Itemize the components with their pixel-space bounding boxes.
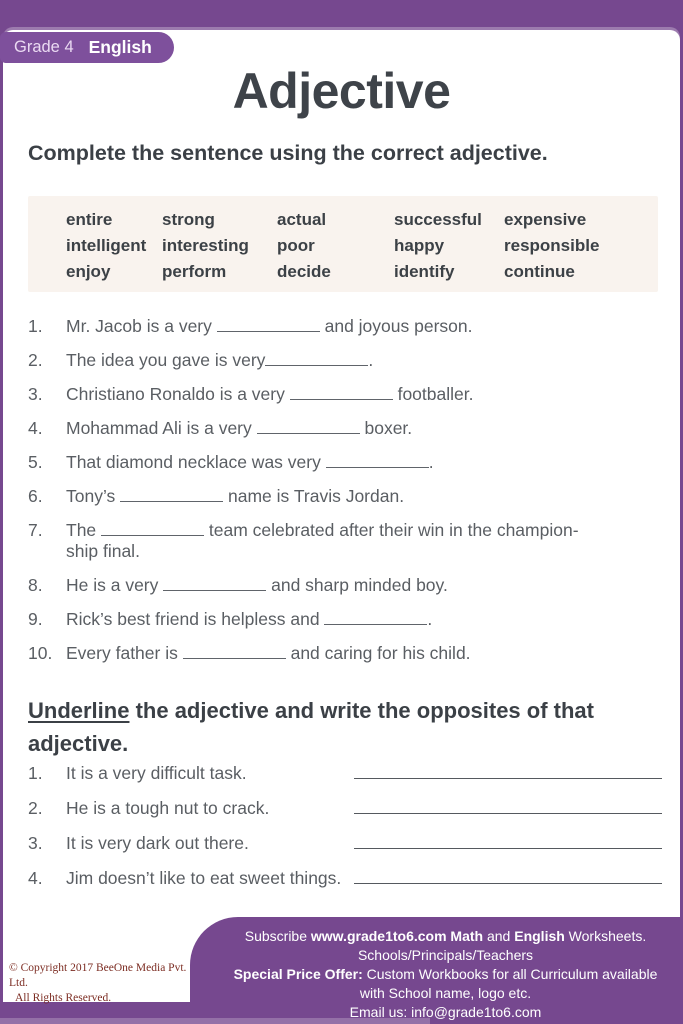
exercise1-instruction: Complete the sentence using the correct adjective. bbox=[28, 141, 548, 165]
sentence-item bbox=[28, 609, 662, 630]
sentence-text: It is a very difficult task. bbox=[66, 763, 247, 783]
website-url: www.grade1to6.com Math bbox=[310, 928, 484, 944]
exercise2-instruction: Underline the adjective and write the opposites of that adjective. bbox=[28, 698, 594, 756]
item-number: 2. bbox=[28, 350, 43, 370]
sentence-item bbox=[28, 350, 662, 371]
sentence-text: The idea you gave is very . bbox=[66, 350, 374, 370]
fill-in-blank bbox=[120, 489, 223, 502]
opposite-item bbox=[28, 868, 662, 889]
sentence-text: He is a very and sharp minded boy. bbox=[66, 575, 448, 595]
sentence-text: Tony’s name is Travis Jordan. bbox=[66, 486, 405, 506]
sentence-text: Every father is and caring for his child. bbox=[66, 643, 471, 663]
item-number: 4. bbox=[28, 868, 43, 888]
sentence-text: He is a tough nut to crack. bbox=[66, 798, 270, 818]
sentence-item bbox=[28, 452, 662, 473]
page-title: Adjective bbox=[232, 63, 451, 119]
item-number: 4. bbox=[28, 418, 43, 438]
answer-line bbox=[354, 798, 662, 814]
footer-line-offer2: with School name, logo etc. bbox=[359, 985, 532, 1001]
word-bank-word: perform bbox=[162, 262, 227, 281]
word-bank-word: interesting bbox=[162, 236, 249, 255]
answer-line bbox=[354, 833, 662, 849]
bottom-edge-strip bbox=[0, 1018, 430, 1024]
word-bank-word: expensive bbox=[504, 210, 587, 229]
item-number: 6. bbox=[28, 486, 43, 506]
grade-subject-tab bbox=[0, 32, 174, 63]
item-number: 10. bbox=[28, 643, 53, 663]
word-bank-word: successful bbox=[394, 210, 482, 229]
fill-in-blank bbox=[217, 319, 320, 332]
copyright-line1: © Copyright 2017 BeeOne Media Pvt. Ltd. bbox=[9, 962, 187, 989]
item-number: 1. bbox=[28, 316, 43, 336]
sentence-item bbox=[28, 384, 662, 405]
item-number: 2. bbox=[28, 798, 43, 818]
subject-label: English bbox=[88, 37, 152, 57]
grade-label: Grade 4 bbox=[14, 38, 74, 56]
opposite-item bbox=[28, 763, 662, 784]
word-bank-word: continue bbox=[504, 262, 575, 281]
sentence-item bbox=[28, 575, 662, 596]
sentence-item bbox=[28, 486, 662, 507]
sentence-text: Mohammad Ali is a very boxer. bbox=[66, 418, 413, 438]
sentence-item bbox=[28, 418, 662, 439]
fill-in-blank bbox=[265, 353, 368, 366]
word-bank-word: actual bbox=[277, 210, 327, 229]
word-bank-word: strong bbox=[162, 210, 215, 229]
sentence-text: It is very dark out there. bbox=[66, 833, 249, 853]
exercise2-list bbox=[28, 763, 662, 903]
word-bank bbox=[28, 196, 658, 292]
item-number: 9. bbox=[28, 609, 43, 629]
word-bank-word: happy bbox=[394, 236, 445, 255]
word-bank-word: identify bbox=[394, 262, 455, 281]
sentence-item bbox=[28, 520, 662, 562]
word-bank-word: intelligent bbox=[66, 236, 147, 255]
sentence-text: Christiano Ronaldo is a very footballer. bbox=[66, 384, 474, 404]
opposite-item bbox=[28, 798, 662, 819]
sentence-text: Mr. Jacob is a very and joyous person. bbox=[66, 316, 473, 336]
sentence-item bbox=[28, 643, 662, 664]
fill-in-blank bbox=[257, 421, 360, 434]
word-bank-word: responsible bbox=[504, 236, 600, 255]
item-number: 8. bbox=[28, 575, 43, 595]
sentence-text: That diamond necklace was very . bbox=[66, 452, 434, 472]
answer-line bbox=[354, 868, 662, 884]
word-bank-word: entire bbox=[66, 210, 113, 229]
word-bank-word: decide bbox=[277, 262, 331, 281]
sentence-continuation: ship final. bbox=[66, 541, 140, 561]
sentence-text: The team celebrated after their win in the champion- ship final. bbox=[66, 520, 662, 562]
sentence-text: Rick’s best friend is helpless and . bbox=[66, 609, 433, 629]
footer-line-subscribe: Subscribe www.grade1to6.com Math and English Worksheets. bbox=[244, 928, 647, 944]
copyright-line2: All Rights Reserved. bbox=[15, 992, 112, 1004]
sentence-item bbox=[28, 316, 662, 337]
opposite-item bbox=[28, 833, 662, 854]
footer-line-email: Email us: info@grade1to6.com bbox=[349, 1004, 542, 1020]
fill-in-blank bbox=[324, 612, 427, 625]
fill-in-blank bbox=[183, 646, 286, 659]
underlined-word: Underline bbox=[28, 698, 130, 723]
item-number: 3. bbox=[28, 384, 43, 404]
word-bank-word: enjoy bbox=[66, 262, 111, 281]
fill-in-blank bbox=[290, 387, 393, 400]
footer-line-offer: Special Price Offer: Custom Workbooks for all Curriculum available bbox=[233, 966, 658, 982]
footer-line-audience: Schools/Principals/Teachers bbox=[357, 947, 534, 963]
word-bank-word: poor bbox=[277, 236, 315, 255]
subscription-footer bbox=[190, 917, 683, 1024]
fill-in-blank bbox=[163, 578, 266, 591]
answer-line bbox=[354, 763, 662, 779]
item-number: 5. bbox=[28, 452, 43, 472]
fill-in-blank bbox=[101, 523, 204, 536]
item-number: 7. bbox=[28, 520, 43, 540]
exercise1-list bbox=[28, 316, 662, 677]
sentence-text: Jim doesn’t like to eat sweet things. bbox=[66, 868, 342, 888]
copyright-notice bbox=[9, 961, 189, 1006]
fill-in-blank bbox=[326, 455, 429, 468]
item-number: 3. bbox=[28, 833, 43, 853]
item-number: 1. bbox=[28, 763, 43, 783]
